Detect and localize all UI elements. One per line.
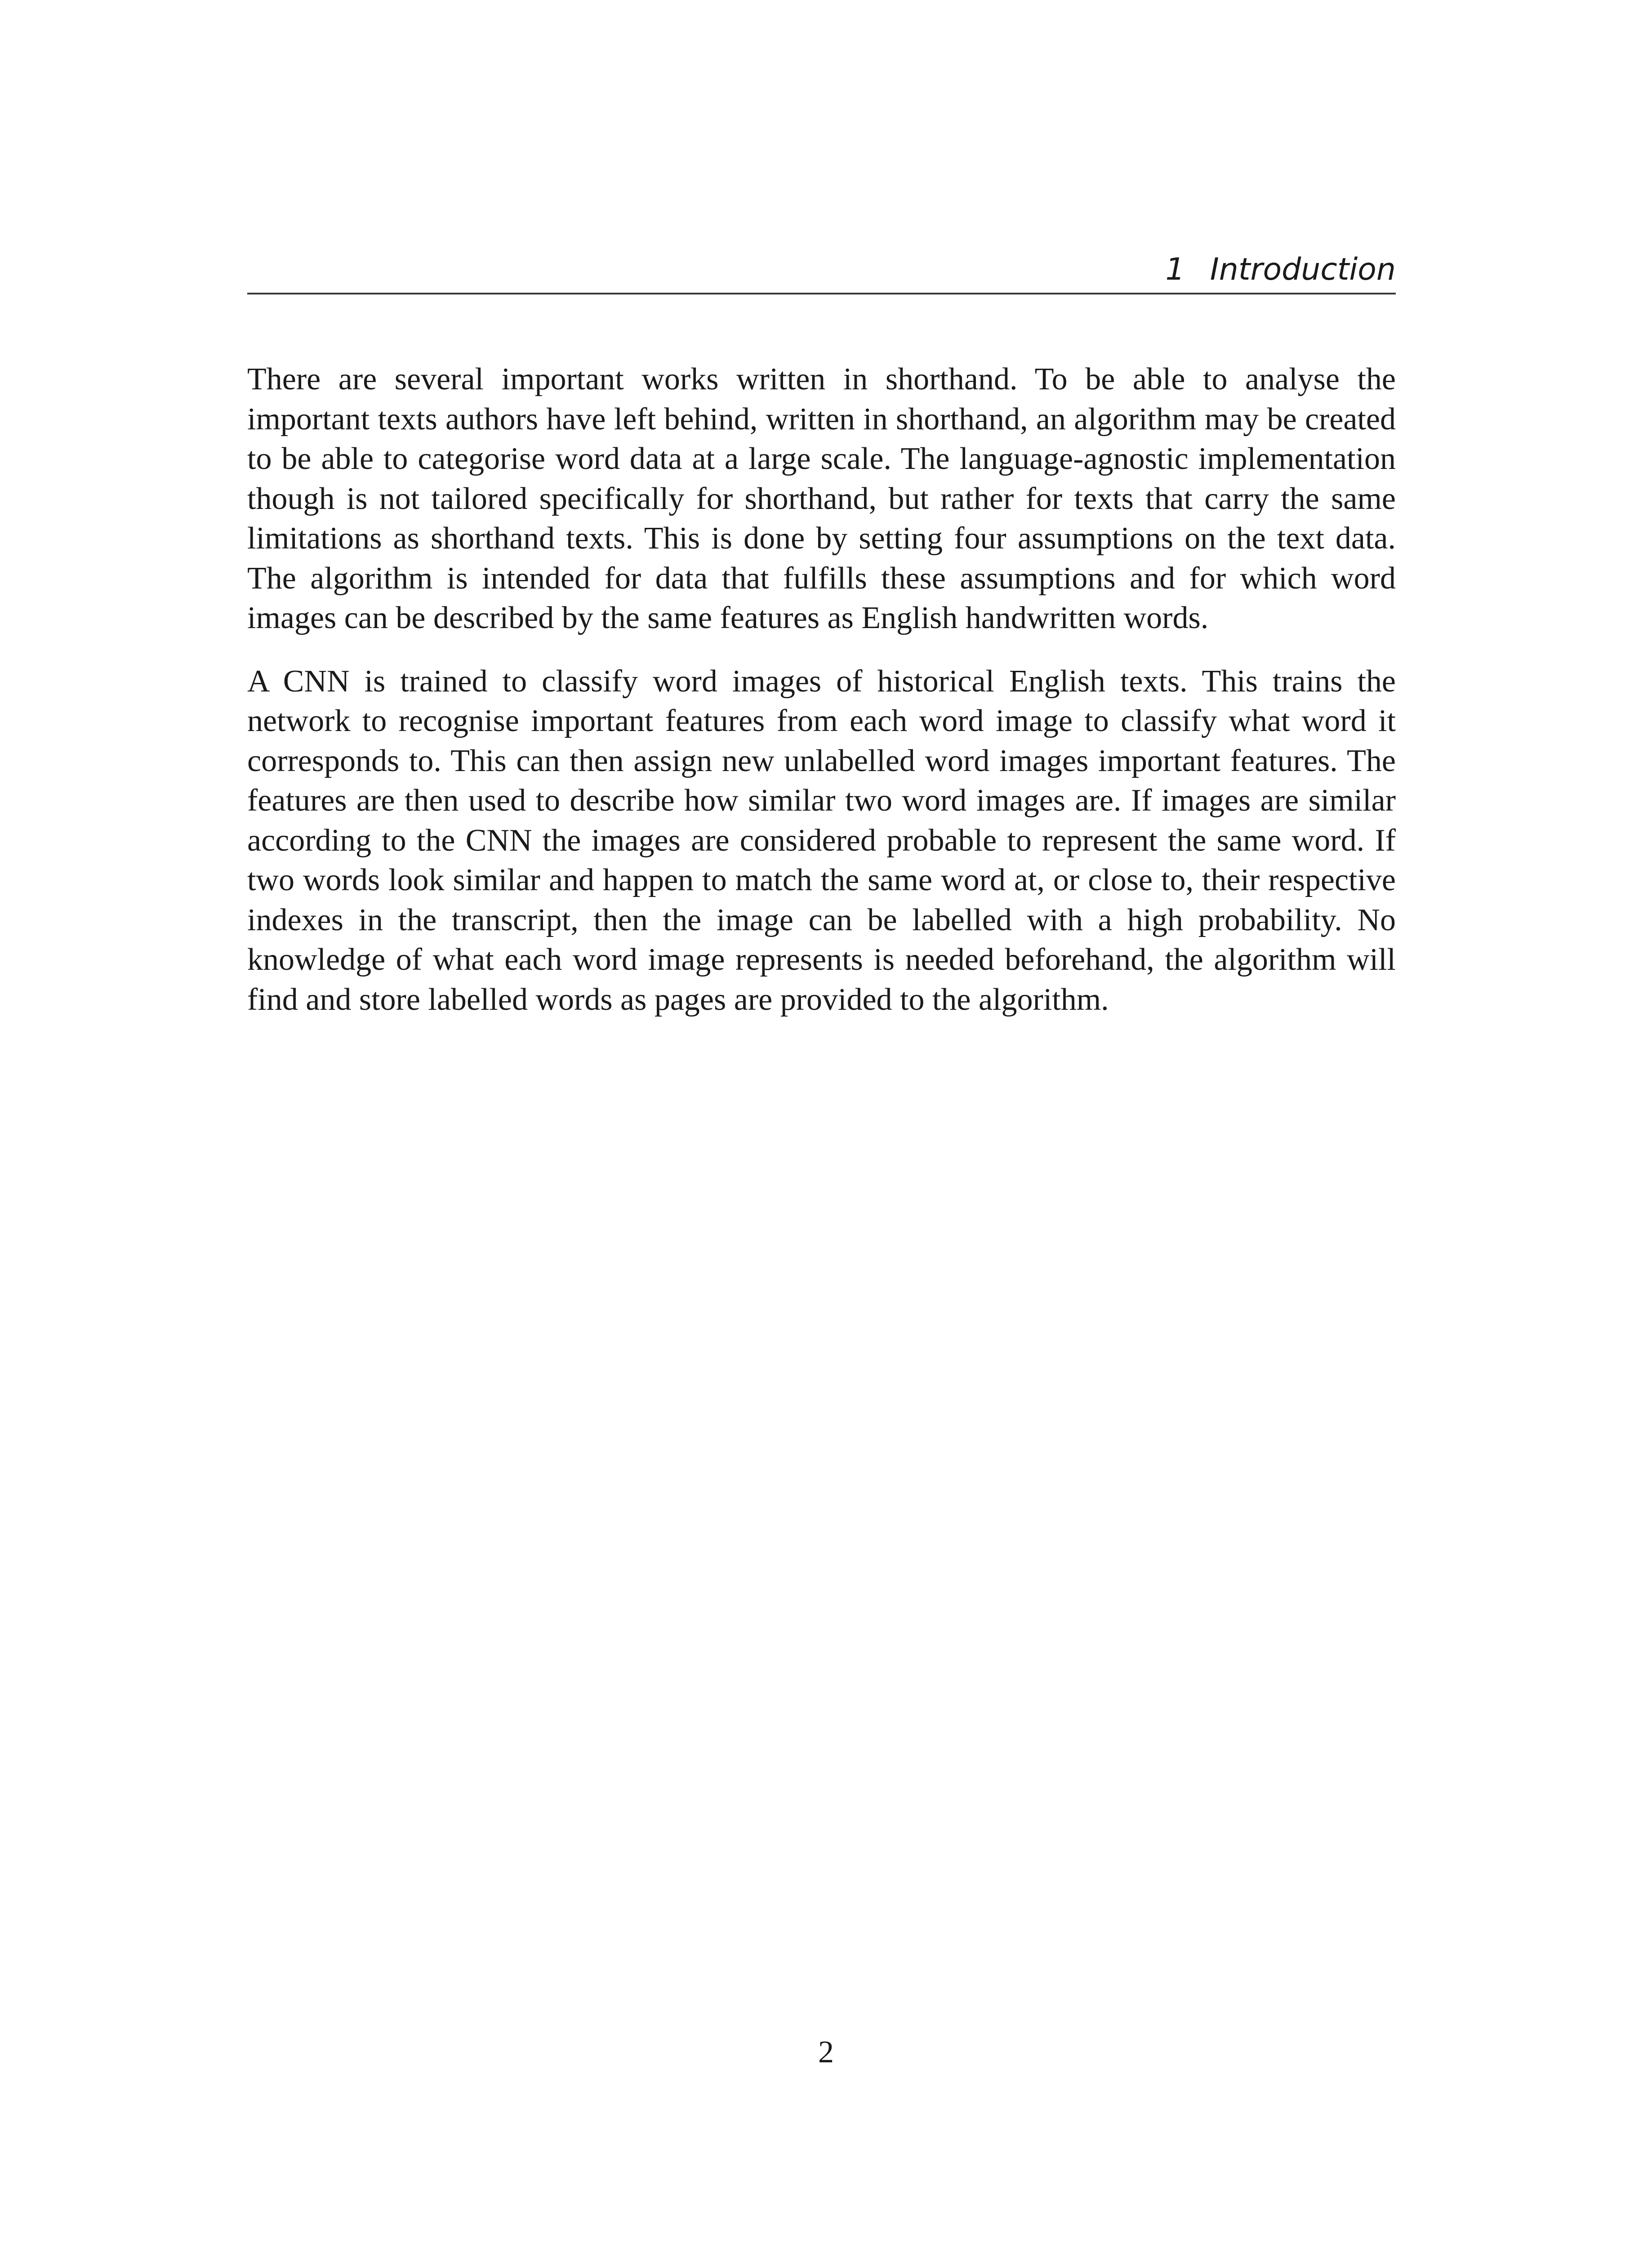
chapter-number: 1: [1165, 252, 1185, 287]
chapter-title: Introduction: [1210, 252, 1396, 287]
body-text: [247, 360, 1396, 1043]
running-header: [247, 245, 1396, 294]
page-number: 2: [818, 2035, 834, 2070]
paragraph-1: There are several important works written in shorthand. To be able to analyse the important texts authors have left behind, written in shorthand, an algorithm may be created to be able to categorise word data at a large scale. The language-agnostic implementation though is not tailored specifically for shorthand, but rather for texts that carry the same limitations as shorthand texts. This is done by setting four assumptions on the text data. The algorithm is intended for data that fulfills these assumptions and for which word images can be described by the same features as English handwritten words.: [247, 362, 1396, 635]
paragraph-2: A CNN is trained to classify word images of historical English texts. This trains the network to recognise important features from each word image to classify what word it corresponds to. This can then assign new unlabelled word images important features. The features are then used to describe how similar two word images are. If images are similar according to the CNN the images are considered probable to represent the same word. If two words look similar and happen to match the same word at, or close to, their respective indexes in the transcript, then the image can be labelled with a high probability. No knowledge of what each word image represents is needed beforehand, the algorithm will find and store labelled words as pages are provided to the algorithm.: [247, 664, 1396, 1017]
